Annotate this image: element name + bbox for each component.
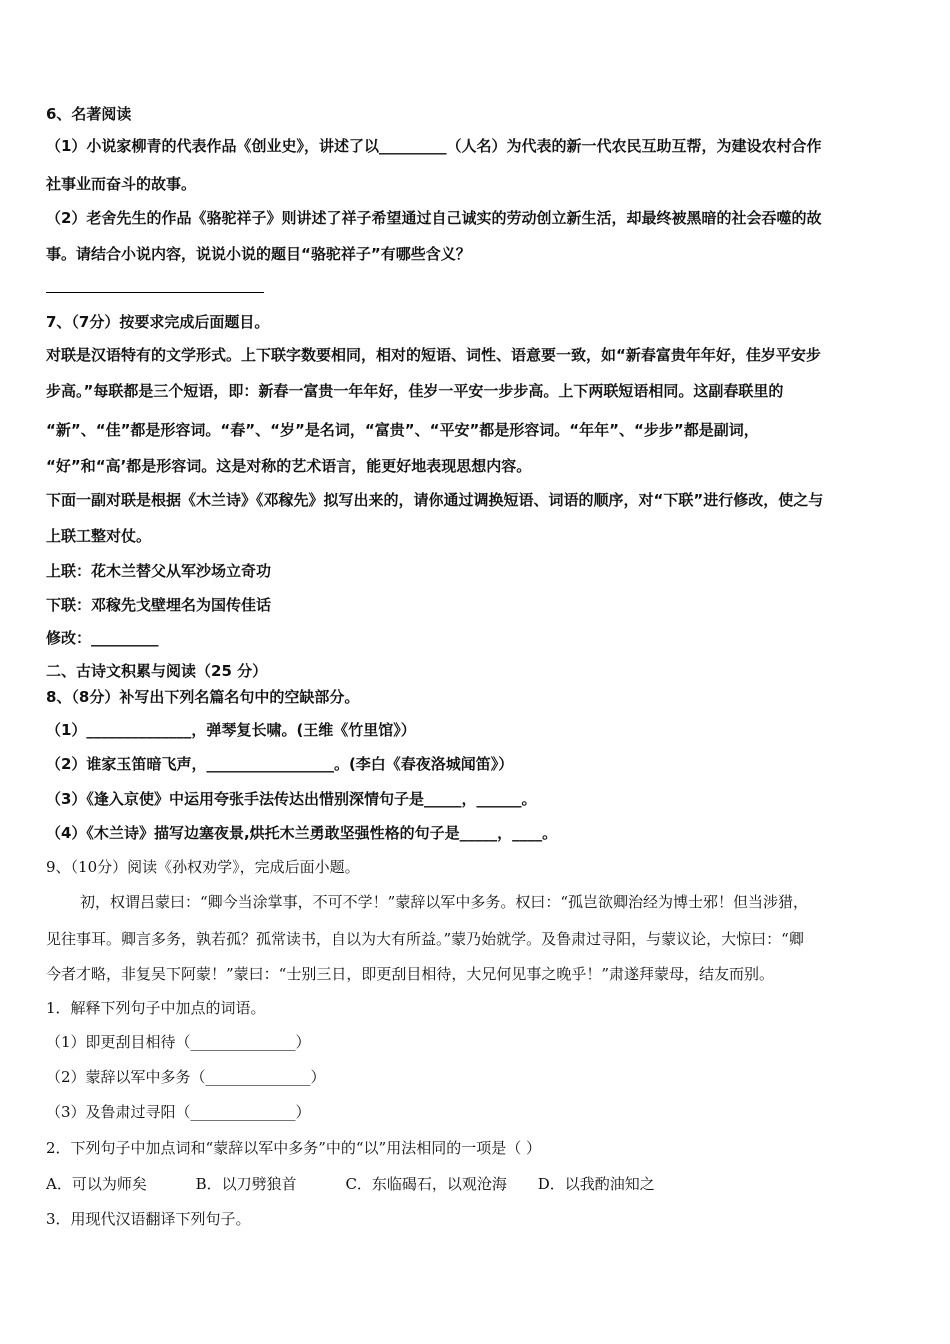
q8-title: 8、（8分）补写出下列名篇名句中的空缺部分。 [46,688,360,706]
q8-item4: （4）《木兰诗》描写边塞夜景,烘托木兰勇敢坚强性格的句子是_____，____。 [46,824,558,842]
q7-text-line3: “新”、“佳”都是形容词。“春”、“岁”是名词，“富贵”、“平安”都是形容词。“年年”、“步步”都是副词， [46,421,759,439]
q7-title: 7、（7分）按要求完成后面题目。 [46,313,270,331]
q7-upper-couplet: 上联：花木兰替父从军沙场立奇功 [46,562,272,580]
q7-text-line5: 下面一副对联是根据《木兰诗》《邓稼先》拟写出来的，请你通过调换短语、词语的顺序，对“下联”进行修改，使之与 [46,491,824,509]
q6-part2-line2: 事。请结合小说内容，说说小说的题目“骆驼祥子”有哪些含义？ [46,245,471,263]
q6-part1-line1: （1）小说家柳青的代表作品《创业史》，讲述了以_________（人名）为代表的新一代农民互助互帮，为建设农村合作 [46,137,822,155]
q7-text-line4: “好”和“高’都是形容词。这是对称的艺术语言，能更好地表现思想内容。 [46,457,532,475]
option-d: D．以我酌油知之 [537,1175,655,1193]
q7-text-line6: 上联工整对仗。 [46,527,152,545]
q6-part1-line2: 社事业而奋斗的故事。 [46,175,197,193]
q6-answer-line [46,292,264,293]
q9-passage-line1: 初，权谓吕蒙曰：“卿今当涂掌事，不可不学！”蒙辞以军中多务。权曰：“孤岂欲卿治经为博士邪！但当涉猎， [80,893,809,911]
q8-item3: （3）《逢入京使》中运用夸张手法传达出惜别深情句子是_____，______。 [46,790,537,808]
q9-sub3-title: 3．用现代汉语翻译下列句子。 [46,1210,251,1228]
q9-sub1-item1: （1）即更刮目相待（______________） [46,1033,311,1051]
q9-passage-line2: 见往事耳。卿言多务，孰若孤？孤常读书，自以为大有所益。”蒙乃始就学。及鲁肃过寻阳，与蒙议论，大惊曰：“卿 [46,930,804,948]
q6-part2-line1: （2）老舍先生的作品《骆驼祥子》则讲述了祥子希望通过自己诚实的劳动创立新生活，却最终被黑暗的社会吞噬的故 [46,209,822,227]
q7-revise-blank: 修改：_________ [46,629,159,647]
q9-sub2-options [46,1173,655,1195]
option-a: A．可以为师矣 [46,1175,147,1193]
q6-title: 6、名著阅读 [46,105,132,123]
q9-sub1-item3: （3）及鲁肃过寻阳（______________） [46,1103,311,1121]
section2-title: 二、古诗文积累与阅读（25 分） [46,662,268,680]
q9-sub2-title: 2．下列句子中加点词和“蒙辞以军中多务”中的“以”用法相同的一项是（ ） [46,1139,541,1157]
q9-sub1-title: 1．解释下列句子中加点的词语。 [46,999,266,1017]
q8-item1: （1）______________，弹琴复长啸。(王维《竹里馆》） [46,721,416,739]
q9-title: 9、（10分）阅读《孙权劝学》，完成后面小题。 [46,858,360,876]
q8-item2: （2）谁家玉笛暗飞声，_________________。(李白《春夜洛城闻笛》） [46,755,514,773]
q9-sub1-item2: （2）蒙辞以军中多务（______________） [46,1068,326,1086]
option-c: C．东临碣石，以观沧海 [345,1175,507,1193]
option-b: B．以刀劈狼首 [195,1175,297,1193]
q7-lower-couplet: 下联：邓稼先戈壁埋名为国传佳话 [46,596,272,614]
q9-passage-line3: 今者才略，非复吴下阿蒙！”蒙曰：“士别三日，即更刮目相待，大兄何见事之晚乎！”肃遂拜蒙母，结友而别。 [46,965,775,983]
q7-text-line2: 步高。”每联都是三个短语，即：新春一富贵一年年好，佳岁一平安一步步高。上下两联短语相同。这副春联里的 [46,382,784,400]
q7-text-line1: 对联是汉语特有的文学形式。上下联字数要相同，相对的短语、词性、语意要一致，如“新春富贵年年好，佳岁平安步 [46,346,821,364]
